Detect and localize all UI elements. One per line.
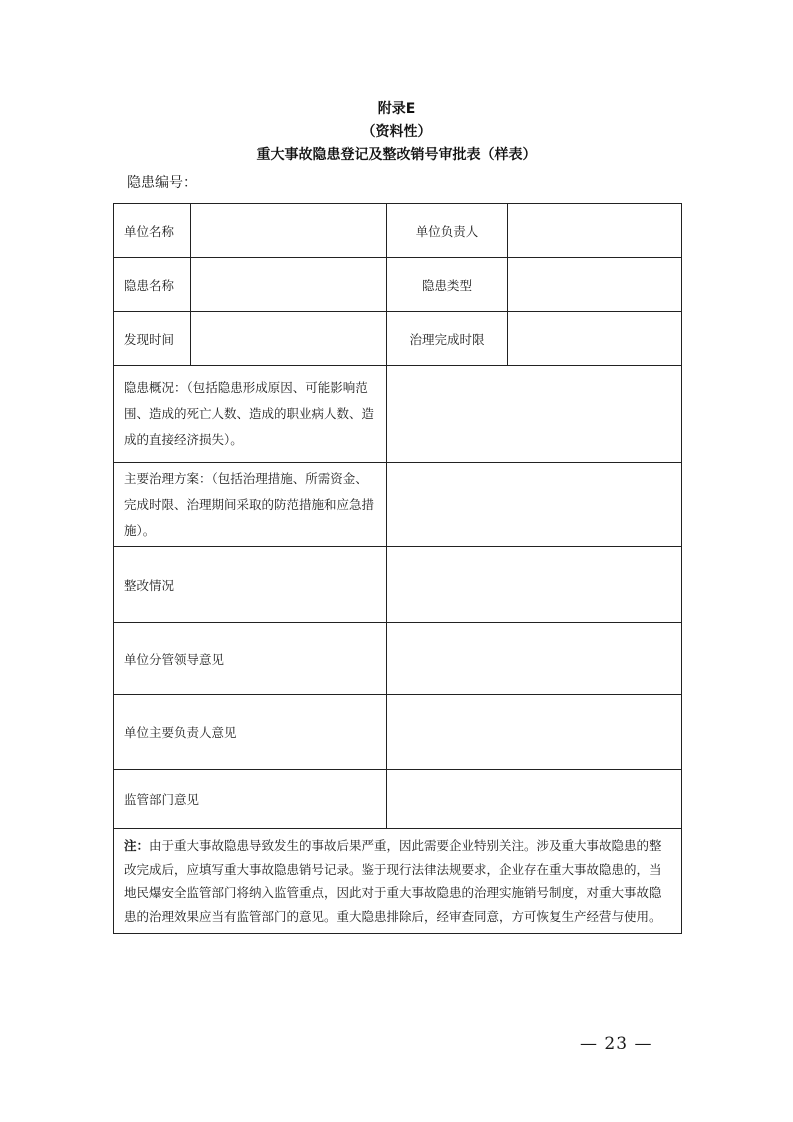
unit-leader-field[interactable]	[508, 204, 682, 258]
hazard-number-label: 隐患编号：	[127, 175, 197, 191]
overview-label: 隐患概况：（包括隐患形成原因、可能影响范围、造成的死亡人数、造成的职业病人数、造成的直接经济损失）。	[114, 366, 387, 463]
appendix-nature: （资料性）	[361, 124, 432, 140]
table-row	[114, 258, 682, 312]
table-row	[114, 770, 682, 829]
table-row	[114, 829, 682, 934]
hazard-name-label: 隐患名称	[114, 258, 191, 312]
hazard-type-label: 隐患类型	[387, 258, 508, 312]
approval-form-table	[113, 203, 682, 934]
supervisor-opinion-label: 单位分管领导意见	[114, 623, 387, 695]
note-text: 由于重大事故隐患导致发生的事故后果严重，因此需要企业特别关注。涉及重大事故隐患的整改完成后，应填写重大事故隐患销号记录。鉴于现行法律法规要求，企业存在重大事故隐患的，当地民爆安全监管部门将纳入监管重点，因此对于重大事故隐患的治理实施销号制度，对重大事故隐患的治理效果应当有监管部门的意见。重大隐患排除后，经审查同意，方可恢复生产经营与使用。	[124, 838, 662, 924]
deadline-label: 治理完成时限	[387, 312, 508, 366]
hazard-name-field[interactable]	[191, 258, 387, 312]
note-lead: 注：	[124, 838, 150, 853]
table-row	[114, 312, 682, 366]
rectification-field[interactable]	[387, 547, 682, 623]
leader-opinion-label: 单位主要负责人意见	[114, 695, 387, 770]
page-number: — 23 —	[580, 1034, 653, 1054]
leader-opinion-field[interactable]	[387, 695, 682, 770]
table-row	[114, 695, 682, 770]
form-note	[114, 829, 682, 934]
table-row	[114, 623, 682, 695]
regulator-opinion-field[interactable]	[387, 770, 682, 829]
rectification-label: 整改情况	[114, 547, 387, 623]
plan-label: 主要治理方案：（包括治理措施、所需资金、完成时限、治理期间采取的防范措施和应急措施）。	[114, 463, 387, 547]
unit-name-field[interactable]	[191, 204, 387, 258]
table-row	[114, 463, 682, 547]
plan-field[interactable]	[387, 463, 682, 547]
form-title: 重大事故隐患登记及整改销号审批表（样表）	[256, 147, 537, 163]
regulator-opinion-label: 监管部门意见	[114, 770, 387, 829]
discovery-time-label: 发现时间	[114, 312, 191, 366]
overview-field[interactable]	[387, 366, 682, 463]
table-row	[114, 204, 682, 258]
supervisor-opinion-field[interactable]	[387, 623, 682, 695]
hazard-type-field[interactable]	[508, 258, 682, 312]
appendix-label: 附录E	[377, 101, 416, 117]
unit-name-label: 单位名称	[114, 204, 191, 258]
table-row	[114, 366, 682, 463]
table-row	[114, 547, 682, 623]
unit-leader-label: 单位负责人	[387, 204, 508, 258]
deadline-field[interactable]	[508, 312, 682, 366]
discovery-time-field[interactable]	[191, 312, 387, 366]
